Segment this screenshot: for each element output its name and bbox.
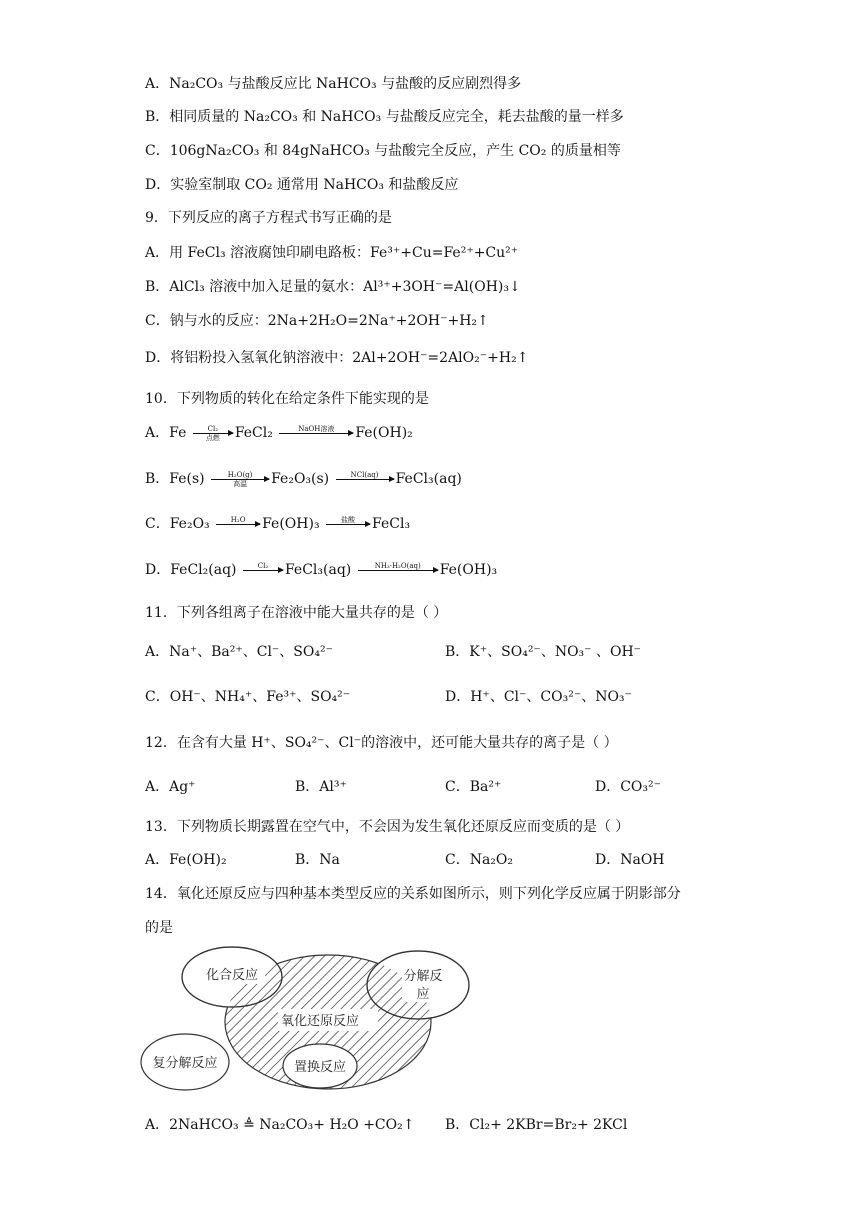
q13-option-a: A．Fe(OH)₂ [145,852,227,868]
q11-option-c: C．OH⁻、NH₄⁺、Fe³⁺、SO₄²⁻ [145,689,351,705]
reaction-arrow: NH₃·H₂O(aq) [358,562,438,579]
q14-option-a: A．2NaHCO₃ ≜ Na₂CO₃+ H₂O +CO₂↑ [145,1117,415,1133]
q9-option-b: B．AlCl₃ 溶液中加入足量的氨水：Al³⁺+3OH⁻=Al(OH)₃↓ [145,279,521,295]
q10-option-c: C．Fe₂O₃ H₂O Fe(OH)₃ 盐酸 FeCl₃ [145,515,411,532]
q11-option-a: A．Na⁺、Ba²⁺、Cl⁻、SO₄²⁻ [145,644,333,660]
reaction-arrow: NCl(aq) [336,471,394,488]
q13-option-d: D．NaOH [595,852,665,868]
reaction-arrow: H₂O(g) 高温 [211,471,269,488]
q10-c-intermediate: Fe(OH)₃ [262,516,320,532]
q8-option-d: D．实验室制取 CO₂ 通常用 NaHCO₃ 和盐酸反应 [145,177,459,193]
reaction-arrow: H₂O [216,516,260,533]
q9-option-a: A．用 FeCl₃ 溶液腐蚀印刷电路板：Fe³⁺+Cu=Fe²⁺+Cu²⁺ [145,245,519,261]
q11-option-d: D．H⁺、Cl⁻、CO₃²⁻、NO₃⁻ [445,689,632,705]
q10-a-intermediate: FeCl₂ [234,425,273,441]
q10-d-intermediate: FeCl₃(aq) [284,562,352,578]
decomposition-label-line2: 应 [416,987,430,1002]
q12-option-d: D．CO₃²⁻ [595,779,662,795]
q10-option-b: B．Fe(s) H₂O(g) 高温 Fe₂O₃(s) NCl(aq) FeCl₃(aq) [145,470,462,488]
reaction-arrow: 盐酸 [326,516,370,533]
q10-b-reactant: Fe(s) [169,471,205,487]
q8-option-b: B．相同质量的 Na₂CO₃ 和 NaHCO₃ 与盐酸反应完全，耗去盐酸的量一样多 [145,109,624,125]
displacement-label: 置换反应 [293,1060,347,1075]
q13-option-c: C．Na₂O₂ [445,852,514,868]
q13-option-b: B．Na [295,852,340,868]
q10-a-product: Fe(OH)₂ [355,425,413,441]
q10-d-product: Fe(OH)₃ [439,562,498,578]
q11-option-b: B．K⁺、SO₄²⁻、NO₃⁻ 、OH⁻ [445,644,642,660]
q9-option-c: C．钠与水的反应：2Na+2H₂O=2Na⁺+2OH⁻+H₂↑ [145,313,489,329]
q10-c-product: FeCl₃ [372,516,411,532]
q14-stem-line1: 14．氧化还原反应与四种基本类型反应的关系如图所示，则下列化学反应属于阴影部分 [145,886,681,902]
q14-stem-line2: 的是 [145,920,173,936]
q12-option-b: B．Al³⁺ [295,779,347,795]
q10-option-d: D．FeCl₂(aq) Cl₂ FeCl₃(aq) NH₃·H₂O(aq) Fe(OH)₃ [145,561,498,578]
q10-b-product: FeCl₃(aq) [395,471,462,487]
q10-c-reactant: Fe₂O₃ [169,516,210,532]
reaction-arrow: NaOH溶液 [279,425,353,442]
q12-stem: 12．在含有大量 H⁺、SO₄²⁻、Cl⁻的溶液中，还可能大量共存的离子是（ ） [145,735,618,751]
q8-option-c: C．106gNa₂CO₃ 和 84gNaHCO₃ 与盐酸完全反应，产生 CO₂ 的质量相等 [145,143,621,159]
reaction-arrow: Cl₂ 点燃 [193,425,233,442]
q14-option-b: B．Cl₂+ 2KBr=Br₂+ 2KCl [445,1117,628,1133]
redox-label: 氧化还原反应 [280,1014,360,1029]
q12-option-a: A．Ag⁺ [145,779,196,795]
q10-option-a: A．Fe Cl₂ 点燃 FeCl₂ NaOH溶液 Fe(OH)₂ [145,424,413,442]
q12-option-c: C．Ba²⁺ [445,779,502,795]
q13-stem: 13．下列物质长期露置在空气中，不会因为发生氧化还原反应而变质的是（ ） [145,819,630,835]
double-displacement-label: 复分解反应 [152,1056,218,1071]
combination-label: 化合反应 [205,968,259,983]
q10-a-reactant: Fe [169,425,187,441]
reaction-type-venn-diagram [140,942,480,1102]
q11-stem: 11．下列各组离子在溶液中能大量共存的是（ ） [145,605,448,621]
q10-b-intermediate: Fe₂O₃(s) [271,471,330,487]
q10-stem: 10．下列物质的转化在给定条件下能实现的是 [145,391,429,407]
decomposition-label-line1: 分解反 [403,969,443,984]
q9-option-d: D．将铝粉投入氢氧化钠溶液中：2Al+2OH⁻=2AlO₂⁻+H₂↑ [145,350,529,366]
q9-stem: 9．下列反应的离子方程式书写正确的是 [145,210,392,226]
q10-d-reactant: FeCl₂(aq) [170,562,237,578]
q8-option-a: A．Na₂CO₃ 与盐酸反应比 NaHCO₃ 与盐酸的反应剧烈得多 [145,76,522,92]
reaction-arrow: Cl₂ [243,562,283,579]
